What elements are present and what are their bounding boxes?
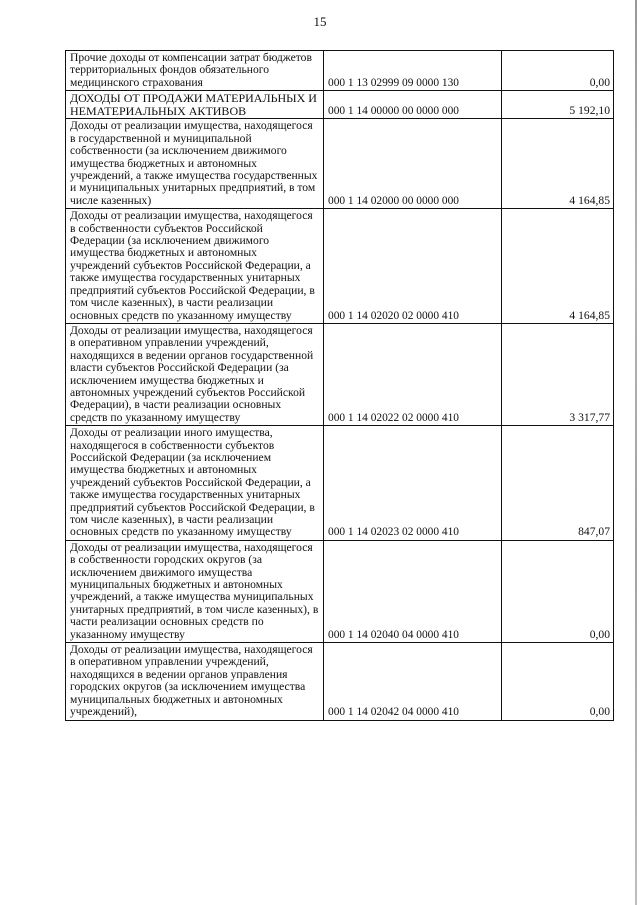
row-amount: 4 164,85 [502, 209, 614, 324]
row-code: 000 1 14 02022 02 0000 410 [324, 323, 502, 425]
row-amount: 0,00 [502, 540, 614, 642]
row-amount: 5 192,10 [502, 91, 614, 119]
row-name: Доходы от реализации имущества, находящегося в собственности субъектов Российской Федерации (за исключением движимого имущества бюджетных и автономных учреждений субъектов Российской Федерации, а также имущества государственных унитарных предприятий субъектов Российской Федерации, в том числе казенных), в части реализации основных средств по указанному имуществу [66, 209, 324, 324]
row-code: 000 1 14 00000 00 0000 000 [324, 91, 502, 119]
table-row [66, 323, 614, 425]
table-row [66, 643, 614, 720]
row-amount: 0,00 [502, 51, 614, 91]
row-name: ДОХОДЫ ОТ ПРОДАЖИ МАТЕРИАЛЬНЫХ И НЕМАТЕРИАЛЬНЫХ АКТИВОВ [66, 91, 324, 119]
row-code: 000 1 13 02999 09 0000 130 [324, 51, 502, 91]
row-amount: 3 317,77 [502, 323, 614, 425]
table-row [66, 91, 614, 119]
row-name: Доходы от реализации имущества, находящегося в государственной и муниципальной собственности (за исключением движимого имущества бюджетных и автономных учреждений, а также имущества государственных и муниципальных унитарных предприятий, в том числе казенных) [66, 119, 324, 209]
row-code: 000 1 14 02020 02 0000 410 [324, 209, 502, 324]
table-row [66, 119, 614, 209]
row-name: Доходы от реализации имущества, находящегося в оперативном управлении учреждений, находящихся в ведении органов государственной власти субъектов Российской Федерации (за исключением имущества бюджетных и автономных учреждений субъектов Российской Федерации), в части реализации основных средств по указанному имуществу [66, 323, 324, 425]
row-name: Доходы от реализации имущества, находящегося в собственности городских округов (за исключением движимого имущества муниципальных бюджетных и автономных учреждений, а также имущества муниципальных унитарных предприятий, в том числе казенных), в части реализации основных средств по указанному имуществу [66, 540, 324, 642]
row-code: 000 1 14 02000 00 0000 000 [324, 119, 502, 209]
row-code: 000 1 14 02023 02 0000 410 [324, 426, 502, 541]
table-row [66, 540, 614, 642]
table-row [66, 426, 614, 541]
table-row [66, 209, 614, 324]
row-amount: 4 164,85 [502, 119, 614, 209]
revenue-table [65, 50, 614, 721]
row-code: 000 1 14 02042 04 0000 410 [324, 643, 502, 720]
row-code: 000 1 14 02040 04 0000 410 [324, 540, 502, 642]
table-row [66, 51, 614, 91]
row-amount: 847,07 [502, 426, 614, 541]
row-name: Прочие доходы от компенсации затрат бюджетов территориальных фондов обязательного медицинского страхования [66, 51, 324, 91]
page-number: 15 [313, 14, 327, 29]
row-amount: 0,00 [502, 643, 614, 720]
row-name: Доходы от реализации имущества, находящегося в оперативном управлении учреждений, находящихся в ведении органов управления городских округов (за исключением имущества муниципальных бюджетных и автономных учреждений), [66, 643, 324, 720]
scan-edge-shadow [635, 0, 637, 905]
row-name: Доходы от реализации иного имущества, находящегося в собственности субъектов Российской Федерации (за исключением имущества бюджетных и автономных учреждений субъектов Российской Федерации, а также имущества государственных унитарных предприятий субъектов Российской Федерации, в том числе казенных), в части реализации основных средств по указанному имуществу [66, 426, 324, 541]
